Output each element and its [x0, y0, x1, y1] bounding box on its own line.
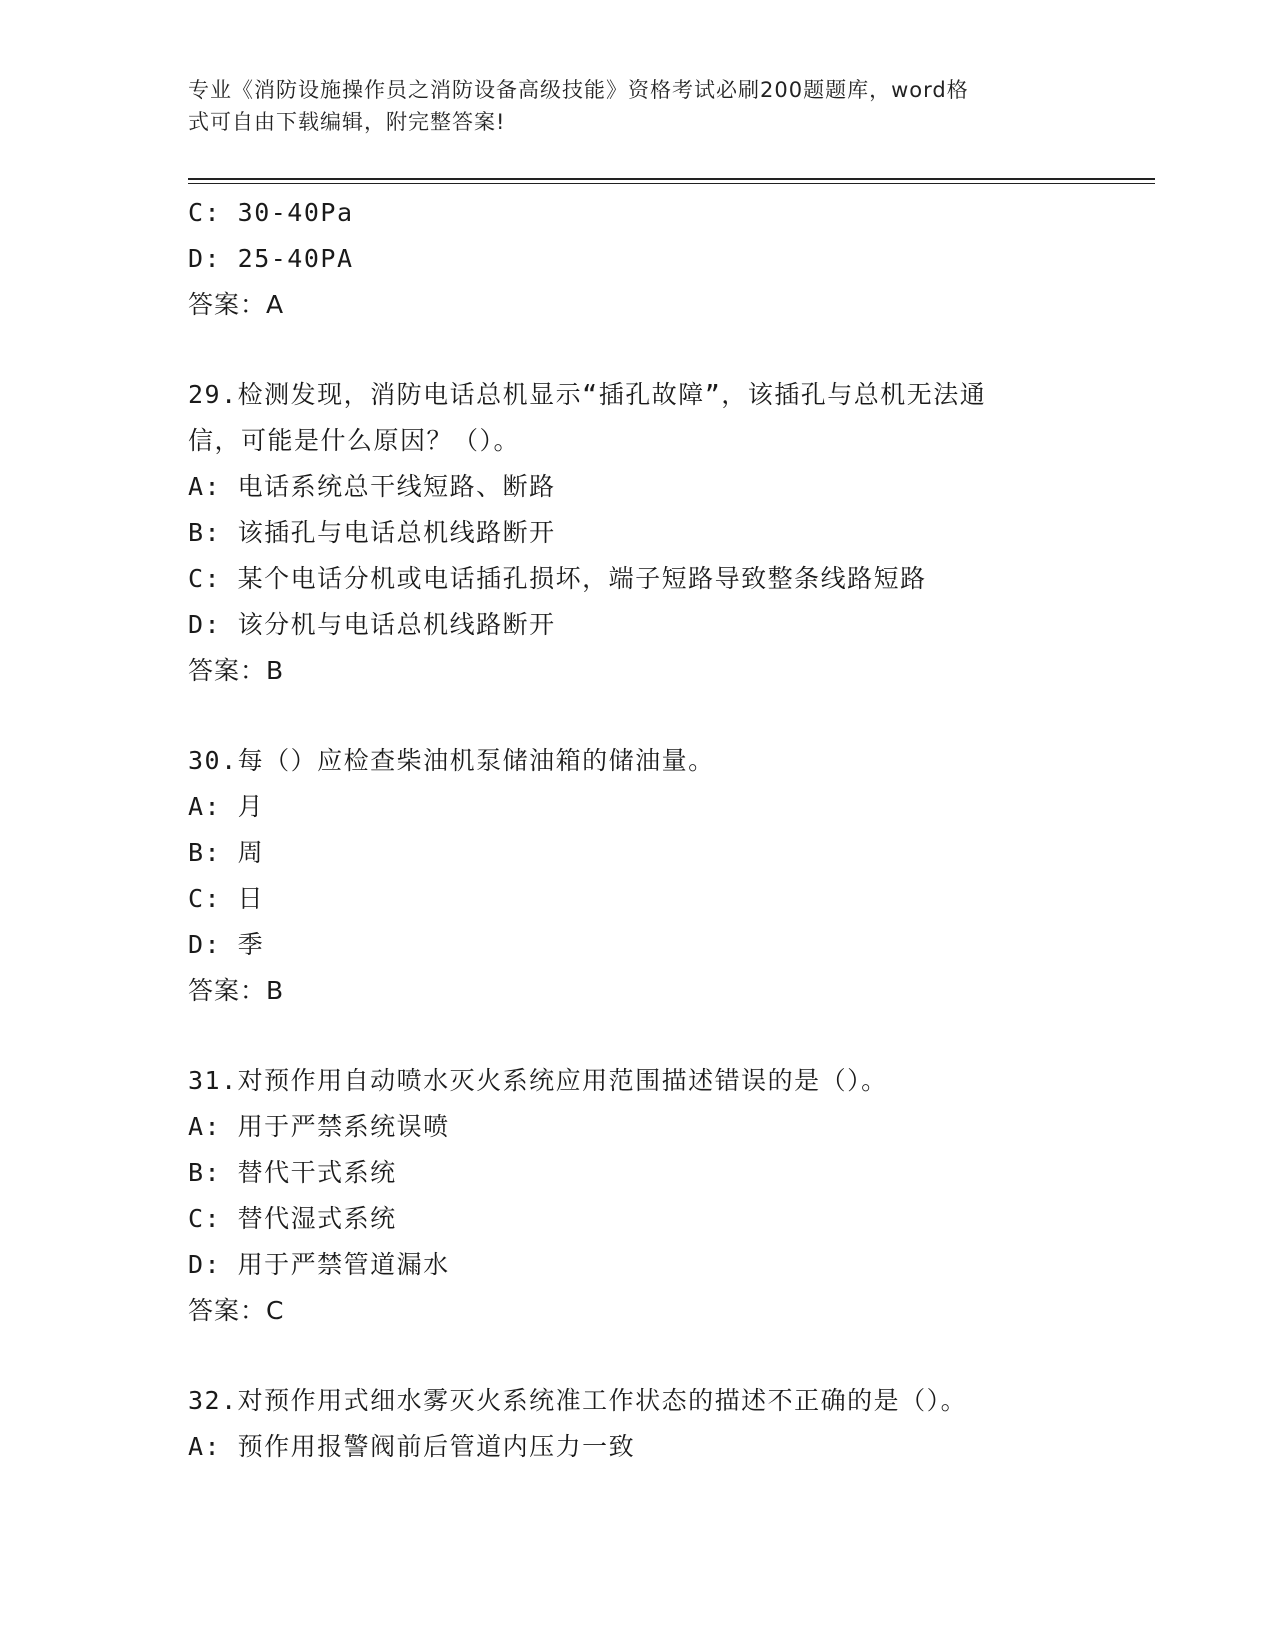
answer-line: 答案：C — [188, 1296, 285, 1325]
question-stem: 31.对预作用自动喷水灭火系统应用范围描述错误的是（）。 — [188, 1066, 888, 1095]
question-29 — [188, 372, 1148, 694]
option-b: B: 该插孔与电话总机线路断开 — [188, 518, 556, 547]
question-30 — [188, 738, 1148, 1014]
header-divider-thick — [188, 178, 1155, 180]
option-b: B: 替代干式系统 — [188, 1158, 397, 1187]
header-divider-thin — [188, 183, 1155, 184]
question-stem: 29.检测发现，消防电话总机显示“插孔故障”，该插孔与总机无法通 — [188, 380, 987, 409]
option-c: C: 日 — [188, 884, 265, 913]
answer-line: 答案：A — [188, 290, 285, 319]
question-stem: 30.每（）应检查柴油机泵储油箱的储油量。 — [188, 746, 715, 775]
question-stem-continued: 信，可能是什么原因？（）。 — [188, 426, 521, 455]
option-c: C: 替代湿式系统 — [188, 1204, 397, 1233]
question-32 — [188, 1378, 1148, 1470]
option-d: D: 季 — [188, 930, 265, 959]
option-a: A: 电话系统总干线短路、断路 — [188, 472, 556, 501]
header-line-1: 专业《消防设施操作员之消防设备高级技能》资格考试必刷200题题库，word格 — [188, 78, 969, 102]
option-a: A: 月 — [188, 792, 265, 821]
option-d: D: 该分机与电话总机线路断开 — [188, 610, 556, 639]
option-c: C: 30-40Pa — [188, 198, 354, 227]
option-c: C: 某个电话分机或电话插孔损坏，端子短路导致整条线路短路 — [188, 564, 927, 593]
option-b: B: 周 — [188, 838, 265, 867]
answer-line: 答案：B — [188, 976, 285, 1005]
answer-line: 答案：B — [188, 656, 285, 685]
option-d: D: 25-40PA — [188, 244, 354, 273]
question-stem: 32.对预作用式细水雾灭火系统准工作状态的描述不正确的是（）。 — [188, 1386, 968, 1415]
document-header — [188, 74, 1068, 138]
option-d: D: 用于严禁管道漏水 — [188, 1250, 450, 1279]
question-list — [188, 190, 1148, 1470]
option-a: A: 用于严禁系统误喷 — [188, 1112, 450, 1141]
previous-question-tail — [188, 190, 1148, 328]
question-31 — [188, 1058, 1148, 1334]
header-line-2: 式可自由下载编辑，附完整答案! — [188, 110, 506, 134]
option-a: A: 预作用报警阀前后管道内压力一致 — [188, 1432, 636, 1461]
